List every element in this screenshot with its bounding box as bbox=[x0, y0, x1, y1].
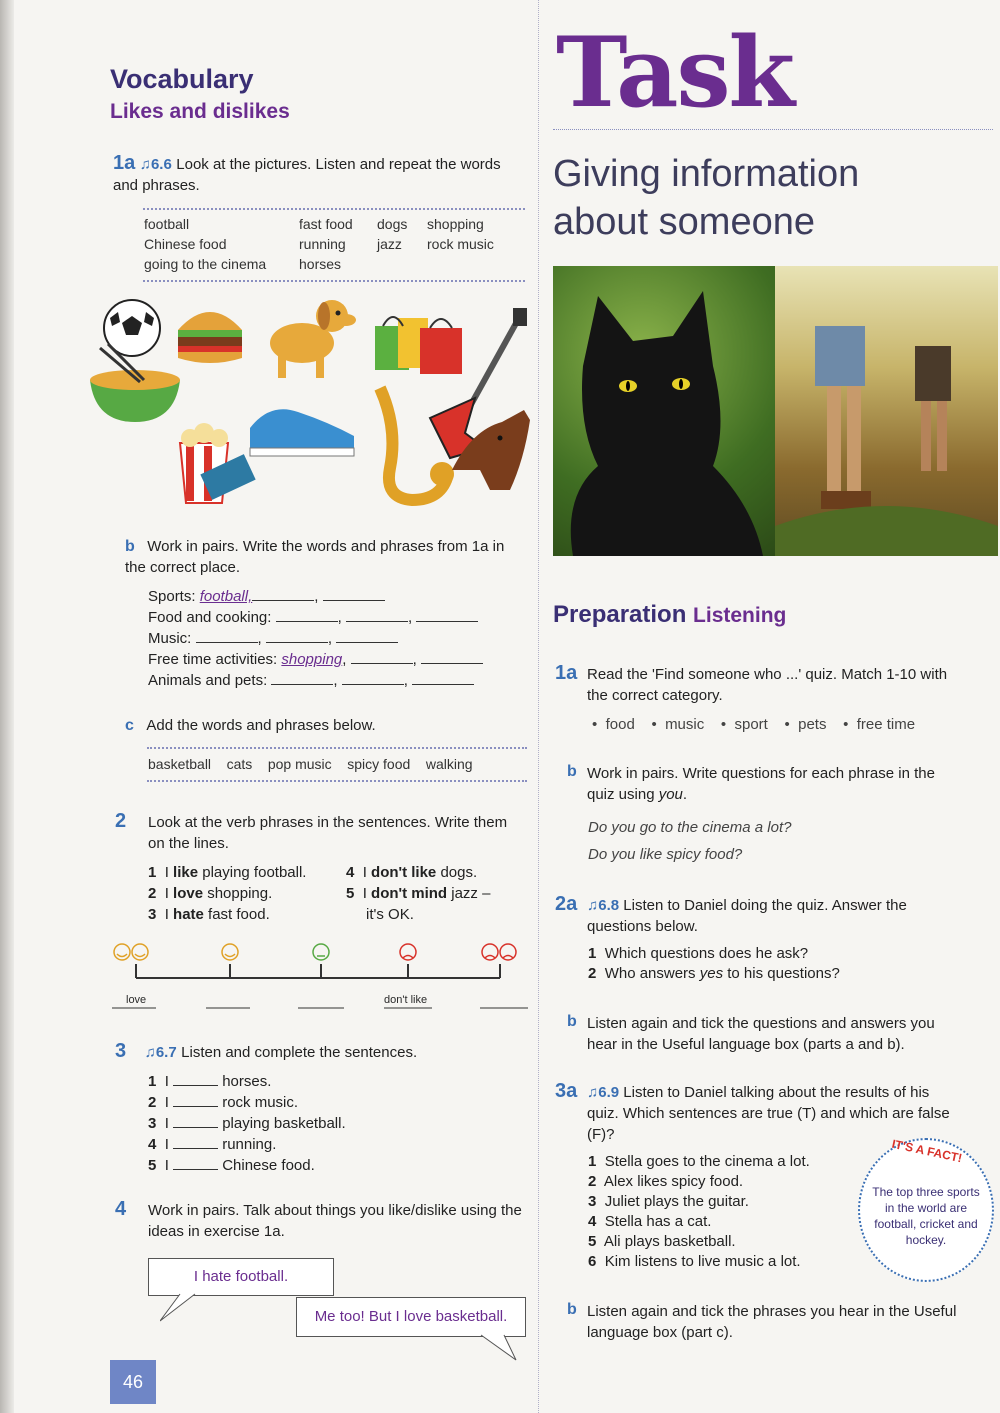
sentence: 3 I hate fast food. bbox=[148, 906, 270, 923]
instruction: Look at the verb phrases in the sentences. Write them on the lines. bbox=[148, 814, 508, 852]
speech-bubble-2: Me too! But I love basketball. bbox=[296, 1297, 526, 1337]
word-column bbox=[377, 214, 407, 254]
audio-track: 6.9 bbox=[598, 1084, 620, 1101]
word: spicy food bbox=[347, 756, 411, 772]
task-heading bbox=[553, 150, 859, 246]
statement: 6 Kim listens to live music a lot. bbox=[588, 1253, 801, 1270]
burger-icon bbox=[178, 312, 242, 363]
scale-label-dont-like: don't like bbox=[384, 994, 428, 1006]
word: cats bbox=[226, 756, 253, 772]
audio-icon[interactable]: ♫ bbox=[144, 1044, 156, 1061]
instruction: Add the words and phrases below. bbox=[146, 717, 376, 734]
instruction: Look at the pictures. Listen and repeat the words and phrases. bbox=[113, 156, 501, 194]
dotted-rule bbox=[143, 280, 525, 282]
category: sport bbox=[734, 716, 768, 733]
statement: 3 Juliet plays the guitar. bbox=[588, 1193, 749, 1210]
vocabulary-subtitle: Likes and dislikes bbox=[110, 100, 290, 123]
example-question: Do you like spicy food? bbox=[588, 846, 743, 863]
word: going to the cinema bbox=[144, 256, 267, 272]
vocabulary-title: Vocabulary bbox=[110, 64, 254, 94]
instruction: Listen and complete the sentences. bbox=[181, 1044, 418, 1061]
fact-text: The top three sports in the world are football, cricket and hockey. bbox=[872, 1185, 980, 1247]
instruction: Work in pairs. Write questions for each phrase in the quiz using you. bbox=[587, 765, 935, 803]
exercise-letter: b bbox=[125, 538, 135, 555]
answer-line[interactable] bbox=[412, 670, 474, 685]
ex2a-questions bbox=[588, 944, 840, 984]
category-food: Food and cooking: , , bbox=[148, 607, 483, 628]
task-exercise-1a bbox=[555, 662, 975, 704]
statement: 5 Ali plays basketball. bbox=[588, 1233, 736, 1250]
exercise-number: 3a bbox=[555, 1080, 578, 1102]
category-label: Animals and pets: bbox=[148, 672, 268, 689]
category: music bbox=[665, 716, 705, 733]
scale-label-love: love bbox=[126, 994, 147, 1006]
sentences-right bbox=[346, 862, 490, 925]
word: running bbox=[299, 236, 346, 252]
example-answer: shopping bbox=[281, 651, 343, 668]
audio-icon[interactable]: ♫ bbox=[587, 1084, 599, 1101]
task-exercise-3a bbox=[555, 1080, 975, 1143]
exercise-number: 4 bbox=[115, 1198, 127, 1220]
audio-track: 6.7 bbox=[155, 1044, 177, 1061]
sad-face-icon bbox=[400, 944, 416, 960]
gap-sentence: 4 I running. bbox=[148, 1136, 277, 1153]
category-sports: Sports: football, , bbox=[148, 586, 483, 607]
question: 2 Who answers yes to his questions? bbox=[588, 965, 840, 982]
cat-photo bbox=[553, 266, 775, 556]
sentences-left bbox=[148, 862, 306, 925]
sentence-continuation: it's OK. bbox=[366, 906, 414, 923]
answer-line[interactable] bbox=[173, 1092, 218, 1107]
word-column bbox=[427, 214, 494, 254]
statement: 2 Alex likes spicy food. bbox=[588, 1173, 744, 1190]
fact-label: IT'S A FACT! bbox=[890, 1136, 964, 1166]
word: Chinese food bbox=[144, 236, 227, 252]
exercise-number: 2 bbox=[115, 810, 127, 832]
fact-badge bbox=[858, 1138, 994, 1282]
exercise-letter: b bbox=[567, 1013, 577, 1030]
sentence: 2 I love shopping. bbox=[148, 885, 273, 902]
black-cat-icon bbox=[553, 266, 775, 556]
exercise-number: 2a bbox=[555, 893, 578, 915]
instruction: Listen again and tick the questions and answers you hear in the Useful language box (parts a and b). bbox=[587, 1015, 935, 1053]
word: rock music bbox=[427, 236, 494, 252]
category-music: Music: , , bbox=[148, 628, 483, 649]
category-label: Music: bbox=[148, 630, 192, 647]
dotted-rule bbox=[147, 747, 527, 749]
word: walking bbox=[425, 756, 473, 772]
gap-sentence: 5 I Chinese food. bbox=[148, 1157, 315, 1174]
word: jazz bbox=[377, 236, 402, 252]
answer-line[interactable] bbox=[266, 628, 328, 643]
very-sad-faces-icon bbox=[482, 944, 516, 960]
exercise-number: 3 bbox=[115, 1040, 127, 1062]
category: free time bbox=[856, 716, 916, 733]
like-scale bbox=[108, 940, 533, 1010]
answer-line[interactable] bbox=[346, 607, 408, 622]
category-label: Sports: bbox=[148, 588, 196, 605]
example-answer: football, bbox=[199, 588, 253, 605]
page-divider bbox=[538, 0, 539, 1413]
very-happy-faces-icon bbox=[114, 944, 148, 960]
sentence: 5 I don't mind jazz – bbox=[346, 885, 491, 902]
heading-line: about someone bbox=[553, 201, 815, 243]
bubble-tail bbox=[160, 1293, 200, 1323]
word: horses bbox=[299, 256, 342, 272]
category-lines bbox=[148, 586, 483, 691]
question: 1 Which questions does he ask? bbox=[588, 945, 809, 962]
answer-line[interactable] bbox=[276, 607, 338, 622]
word: fast food bbox=[299, 216, 353, 232]
statement: 4 Stella has a cat. bbox=[588, 1213, 712, 1230]
instruction: Work in pairs. Talk about things you like/dislike using the ideas in exercise 1a. bbox=[148, 1202, 522, 1240]
dotted-rule bbox=[553, 129, 993, 130]
exercise-letter: b bbox=[567, 763, 577, 780]
category-animals: Animals and pets: , , bbox=[148, 670, 483, 691]
answer-line[interactable] bbox=[342, 670, 404, 685]
answer-line[interactable] bbox=[173, 1155, 218, 1170]
exercise-number: 1a bbox=[555, 662, 578, 684]
category: food bbox=[605, 716, 635, 733]
exercise-letter: b bbox=[567, 1301, 577, 1318]
category-list: • food • music • sport • pets • free time bbox=[592, 716, 916, 733]
shopping-bags-icon bbox=[375, 317, 462, 374]
vocabulary-illustrations bbox=[80, 288, 530, 518]
gap-sentence: 2 I rock music. bbox=[148, 1094, 299, 1111]
speech-bubble-1: I hate football. bbox=[148, 1258, 334, 1296]
category-free-time: Free time activities: shopping, , bbox=[148, 649, 483, 670]
exercise-1c bbox=[125, 715, 525, 736]
category-label: Food and cooking: bbox=[148, 609, 272, 626]
word: pop music bbox=[267, 756, 332, 772]
instruction: Read the 'Find someone who ...' quiz. Match 1-10 with the correct category. bbox=[587, 666, 948, 704]
audio-track: 6.6 bbox=[150, 156, 172, 173]
exercise-number: 1a bbox=[113, 152, 136, 174]
word: basketball bbox=[148, 756, 212, 772]
word: shopping bbox=[427, 216, 484, 232]
instruction: Listen to Daniel doing the quiz. Answer the questions below. bbox=[587, 897, 907, 935]
audio-track: 6.8 bbox=[598, 897, 620, 914]
answer-line[interactable] bbox=[421, 649, 483, 664]
sentence: 1 I like playing football. bbox=[148, 864, 307, 881]
word-column bbox=[299, 214, 353, 274]
add-words-list bbox=[148, 754, 473, 774]
exercise-4 bbox=[115, 1198, 530, 1240]
answer-line[interactable] bbox=[196, 628, 258, 643]
exercise-2 bbox=[115, 810, 515, 852]
task-title: Task bbox=[556, 16, 794, 129]
hikers-icon bbox=[775, 266, 998, 556]
running-shoes-icon bbox=[250, 409, 354, 456]
preparation-title: Preparation Listening bbox=[553, 601, 787, 628]
dog-icon bbox=[270, 300, 356, 378]
page-number: 46 bbox=[110, 1360, 156, 1404]
sentence: 4 I don't like dogs. bbox=[346, 864, 478, 881]
answer-line[interactable] bbox=[416, 607, 478, 622]
task-exercise-2a bbox=[555, 893, 975, 935]
gap-sentence: 3 I playing basketball. bbox=[148, 1115, 346, 1132]
ex3-items bbox=[148, 1071, 346, 1176]
word: football bbox=[144, 216, 190, 232]
answer-line[interactable] bbox=[271, 670, 333, 685]
exercise-letter: c bbox=[125, 717, 134, 734]
statement: 1 Stella goes to the cinema a lot. bbox=[588, 1153, 810, 1170]
neutral-face-icon bbox=[313, 944, 329, 960]
answer-line[interactable] bbox=[173, 1113, 218, 1128]
happy-face-icon bbox=[222, 944, 238, 960]
word-column bbox=[144, 214, 266, 274]
exercise-3 bbox=[115, 1040, 515, 1063]
instruction: Work in pairs. Write the words and phrases from 1a in the correct place. bbox=[125, 538, 505, 576]
task-exercise-2b bbox=[567, 1013, 967, 1053]
dotted-rule bbox=[143, 208, 525, 210]
task-exercise-1b bbox=[567, 763, 967, 803]
exercise-1a bbox=[113, 152, 513, 196]
answer-line[interactable] bbox=[336, 628, 398, 643]
ex3a-statements bbox=[588, 1152, 810, 1272]
heading-line: Giving information bbox=[553, 153, 860, 195]
instruction: Listen to Daniel talking about the results of his quiz. Which sentences are true (T) and which are false (F)? bbox=[587, 1084, 950, 1143]
audio-icon[interactable]: ♫ bbox=[587, 897, 599, 914]
bubble-tail bbox=[476, 1334, 518, 1362]
answer-line[interactable] bbox=[252, 586, 314, 601]
hikers-photo bbox=[775, 266, 998, 556]
example-question: Do you go to the cinema a lot? bbox=[588, 819, 792, 836]
dotted-rule bbox=[147, 780, 527, 782]
gap-sentence: 1 I horses. bbox=[148, 1073, 272, 1090]
example-questions bbox=[588, 814, 791, 868]
category-label: Free time activities: bbox=[148, 651, 278, 668]
audio-icon[interactable]: ♫ bbox=[139, 156, 151, 173]
instruction: Listen again and tick the phrases you hear in the Useful language box (part c). bbox=[587, 1303, 957, 1341]
word: dogs bbox=[377, 216, 408, 232]
exercise-1b bbox=[125, 536, 525, 578]
answer-line[interactable] bbox=[323, 586, 385, 601]
answer-line[interactable] bbox=[173, 1134, 218, 1149]
category: pets bbox=[798, 716, 827, 733]
task-exercise-3b bbox=[567, 1301, 967, 1341]
answer-line[interactable] bbox=[351, 649, 413, 664]
book-spine bbox=[0, 0, 14, 1413]
answer-line[interactable] bbox=[173, 1071, 218, 1086]
